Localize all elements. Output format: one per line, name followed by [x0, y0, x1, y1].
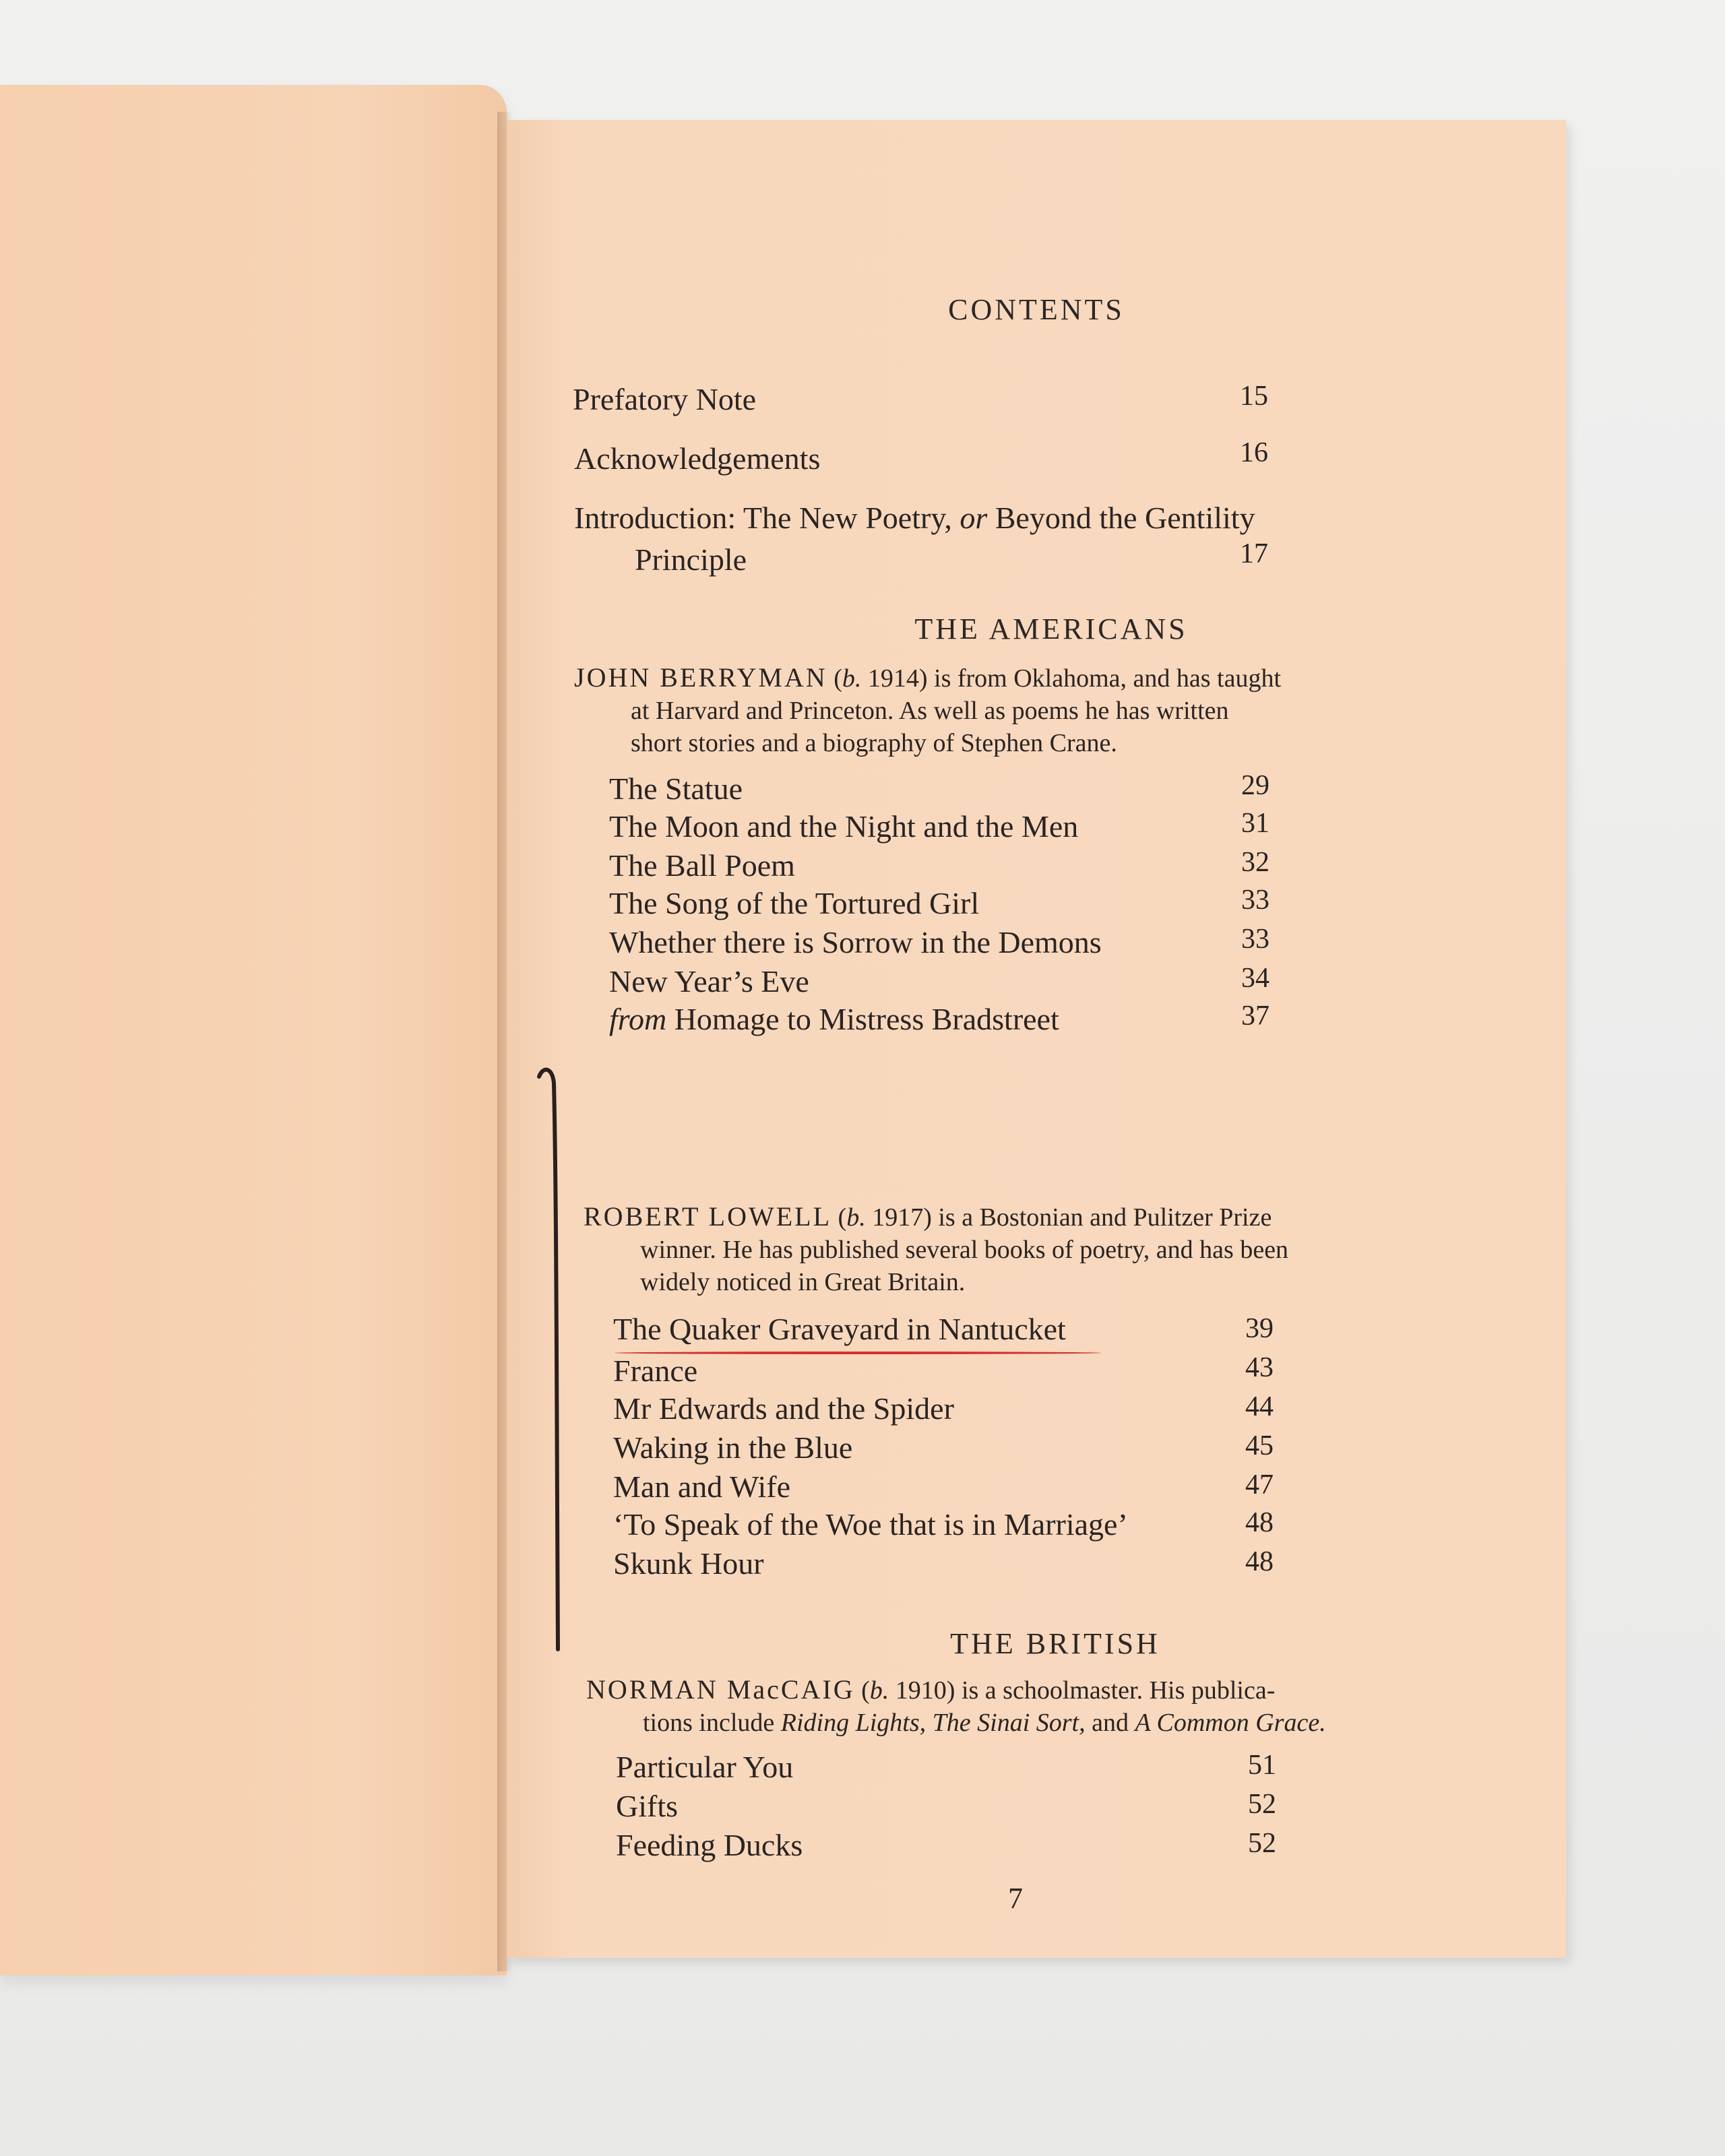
toc-entry-prefatory-note: Prefatory Note	[573, 382, 757, 416]
poem-from-word: from	[609, 1002, 667, 1036]
bio-maccaig-born: b.	[869, 1676, 889, 1705]
poem-title: Skunk Hour	[613, 1546, 764, 1581]
poem-page: 47	[1245, 1469, 1274, 1500]
poem-page: 48	[1245, 1507, 1274, 1538]
bio-lowell-name: ROBERT LOWELL	[584, 1201, 832, 1232]
contents-page-text	[507, 120, 1566, 1958]
toc-page-prefatory-note: 15	[1240, 381, 1268, 412]
poem-page: 33	[1241, 924, 1269, 955]
bio-lowell-line1: 1917) is a Bostonian and Pulitzer Prize	[865, 1203, 1272, 1232]
poem-title: Man and Wife	[613, 1469, 790, 1504]
bio-lowell-line2: winner. He has published several books of poetry, and has been	[640, 1236, 1289, 1264]
poem-page: 32	[1241, 847, 1269, 878]
poem-page: 37	[1241, 1001, 1269, 1032]
poem-page: 48	[1245, 1546, 1274, 1577]
contents-page	[507, 120, 1566, 1958]
bio-maccaig-line1: 1910) is a schoolmaster. His publica-	[889, 1676, 1276, 1705]
poem-title-homage	[609, 1001, 1059, 1037]
bio-maccaig-sep	[926, 1709, 933, 1737]
poem-page: 44	[1245, 1391, 1274, 1422]
bio-lowell-born: b.	[846, 1203, 866, 1232]
poem-homage-title: Homage to Mistress Bradstreet	[666, 1002, 1059, 1036]
poem-title-quaker-graveyard: The Quaker Graveyard in Nantucket	[613, 1312, 1066, 1346]
poem-title: Particular You	[616, 1750, 794, 1784]
bio-maccaig	[586, 1674, 1368, 1739]
bio-maccaig-paren: (	[854, 1676, 870, 1705]
bio-berryman-line1: 1914) is from Oklahoma, and has taught	[861, 664, 1282, 693]
contents-heading: CONTENTS	[948, 293, 1125, 326]
poem-page: 43	[1245, 1352, 1274, 1383]
bio-maccaig-line2	[586, 1707, 1368, 1739]
book-title: The Sinai Sort,	[932, 1709, 1086, 1737]
introduction-text-a: Introduction: The New Poetry,	[574, 501, 960, 535]
bio-lowell-paren: (	[832, 1203, 847, 1232]
bio-berryman-line3: short stories and a biography of Stephen Crane.	[631, 729, 1117, 757]
bio-maccaig-name: NORMAN MacCAIG	[586, 1674, 855, 1705]
poem-title: Waking in the Blue	[613, 1430, 853, 1465]
bio-berryman-born: b.	[842, 664, 862, 693]
toc-page-acknowledgements: 16	[1240, 437, 1268, 468]
bio-maccaig-and: and	[1085, 1709, 1135, 1737]
poem-page: 52	[1248, 1828, 1276, 1859]
poem-page: 45	[1245, 1430, 1274, 1461]
poem-title: The Ball Poem	[609, 848, 795, 883]
poem-page: 33	[1241, 885, 1269, 916]
bio-berryman-paren: (	[827, 664, 842, 693]
poem-title: The Song of the Tortured Girl	[609, 886, 980, 920]
section-americans: THE AMERICANS	[914, 612, 1188, 645]
poem-title: France	[613, 1354, 698, 1388]
introduction-text-b: Beyond the Gentility	[987, 501, 1255, 535]
book-title: Riding Lights,	[780, 1709, 927, 1737]
poem-title: The Moon and the Night and the Men	[609, 809, 1079, 844]
section-british: THE BRITISH	[950, 1627, 1160, 1660]
poem-page: 31	[1241, 808, 1269, 839]
poem-title: ‘To Speak of the Woe that is in Marriage’	[613, 1507, 1128, 1542]
handwritten-bracket-mark	[534, 1063, 574, 1656]
book-title: A Common Grace.	[1135, 1709, 1326, 1737]
left-page-blank	[0, 85, 507, 1975]
bio-lowell-line3: widely noticed in Great Britain.	[640, 1268, 966, 1296]
bio-berryman-line2: at Harvard and Princeton. As well as poems he has written	[631, 697, 1229, 725]
toc-page-introduction: 17	[1240, 538, 1268, 569]
poem-title: Whether there is Sorrow in the Demons	[609, 925, 1102, 959]
bio-berryman-name: JOHN BERRYMAN	[574, 662, 827, 693]
poem-title: The Statue	[609, 771, 743, 806]
introduction-or: or	[960, 501, 988, 535]
bio-berryman	[574, 662, 1356, 759]
poem-page: 29	[1241, 770, 1269, 801]
bio-maccaig-line2-text: tions include	[643, 1709, 781, 1737]
poem-page: 34	[1241, 963, 1269, 994]
poem-page: 52	[1248, 1789, 1276, 1820]
poem-title: Mr Edwards and the Spider	[613, 1391, 954, 1426]
poem-title: New Year’s Eve	[609, 964, 809, 998]
toc-entry-acknowledgements: Acknowledgements	[574, 441, 821, 476]
poem-page: 39	[1245, 1313, 1274, 1344]
bio-lowell	[584, 1201, 1365, 1298]
poem-title: Gifts	[616, 1789, 678, 1823]
poem-page: 51	[1248, 1750, 1276, 1781]
poem-title: Feeding Ducks	[616, 1828, 803, 1862]
page-number: 7	[1008, 1882, 1023, 1915]
introduction-line2: Principle	[635, 542, 747, 577]
